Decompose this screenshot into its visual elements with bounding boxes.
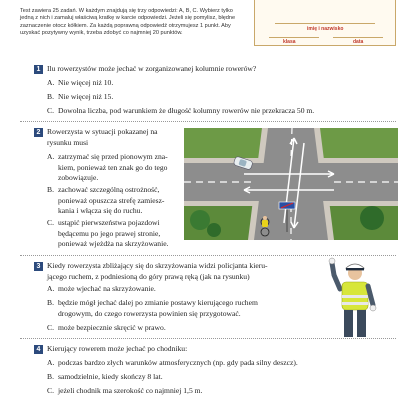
question-number: 3 <box>34 262 43 271</box>
officer-leg <box>357 310 366 337</box>
answer-option[interactable]: B. zachować szczególną ostrożność, ponieważ opuszcza strefę zamiesz- kania i włącza się do ruchu. <box>47 185 165 216</box>
name-line[interactable] <box>275 23 375 24</box>
answer-option[interactable]: B. będzie mógł jechać dalej po zmianie postawy kierującego ruchem drogowym, do czego rowerzysta powinien się przygotować. <box>47 298 258 318</box>
question-text: Ilu rowerzystów może jechać w zorganizowanej kolumnie rowerów? <box>47 64 257 73</box>
answer-text: Dowolna liczba, pod warunkiem że długość kolumny rowerów nie przekracza 50 m. <box>58 106 315 115</box>
question-text: Rowerzysta w sytuacji pokazanej na rysunku musi <box>47 127 158 147</box>
answer-key: B. <box>47 92 54 101</box>
question-text: Kiedy rowerzysta zbliżający się do skrzyżowania widzi policjanta kieru- jącego ruchem, z podniesioną do góry prawą ręką (jak na rysunku) <box>47 261 268 281</box>
tree-icon <box>207 223 221 237</box>
white-glove <box>329 258 335 264</box>
class-label: klasa <box>283 39 296 45</box>
intersection-illustration <box>184 128 398 240</box>
answer-option[interactable]: A. podczas bardzo złych warunków atmosferycznych (np. gdy pada silny deszcz). <box>47 358 298 367</box>
answer-key: A. <box>47 358 55 367</box>
answer-text: Nie więcej niż 10. <box>58 78 114 87</box>
answer-key: B. <box>47 298 54 307</box>
answer-option[interactable] <box>47 92 113 103</box>
police-officer-illustration <box>326 253 394 339</box>
answer-option[interactable]: C. jeżeli chodnik ma szerokość co najmniej 1,5 m. <box>47 386 203 395</box>
question-number: 4 <box>34 345 43 354</box>
date-line[interactable] <box>333 37 383 38</box>
answer-key: C. <box>47 386 54 395</box>
test-instructions: Test zawiera 25 zadań. W każdym znajdują się trzy odpowiedzi: A, B, C. Wybierz tylko jedną z nich i zamaluj właściwą kratkę w karcie odpowiedzi. Jeżeli się pomylisz, błędne zaznaczenie otocz kółkiem. Za każdą poprawną odpowiedź otrzymujesz 1 punkt. Aby uzyskać pozytywny wynik, trzeba zdobyć co najmniej 20 punktów. <box>20 8 236 37</box>
answer-option[interactable]: C. może bezpiecznie skręcić w prawo. <box>47 323 166 332</box>
name-label: imię i nazwisko <box>307 26 344 32</box>
answer-key: B. <box>47 372 54 381</box>
answer-key: A. <box>47 78 55 87</box>
answer-key: A. <box>47 152 55 161</box>
question-text: Kierujący rowerem może jechać po chodniku: <box>47 344 188 353</box>
section-divider <box>20 338 396 339</box>
raised-arm <box>332 263 340 289</box>
answer-key: A. <box>47 284 55 293</box>
answer-option[interactable]: C. ustąpić pierwszeństwa pojazdowi będącemu po jego prawej stronie, ponieważ wjeżdża na skrzyżowanie. <box>47 218 169 249</box>
answer-option[interactable]: B. samodzielnie, kiedy skończy 8 lat. <box>47 372 163 381</box>
answer-option[interactable]: A. zatrzymać się przed pionowym zna- kiem, ponieważ ten znak go do tego zobowiązuje. <box>47 152 168 183</box>
student-info-box <box>254 0 396 46</box>
officer-leg <box>344 310 353 337</box>
section-divider <box>20 121 396 122</box>
answer-key: B. <box>47 185 54 194</box>
tree-icon <box>360 206 384 230</box>
answer-key: C. <box>47 218 54 227</box>
tree-icon <box>190 210 210 230</box>
question-number: 1 <box>34 65 43 74</box>
class-line[interactable] <box>269 37 319 38</box>
answer-key: C. <box>47 323 54 332</box>
answer-option[interactable]: A. może wjechać na skrzyżowanie. <box>47 284 156 293</box>
answer-option[interactable] <box>47 106 314 117</box>
answer-text: Nie więcej niż 15. <box>58 92 114 101</box>
date-label: data <box>353 39 364 45</box>
answer-key: C. <box>47 106 54 115</box>
question-number: 2 <box>34 128 43 137</box>
answer-option[interactable] <box>47 78 113 89</box>
